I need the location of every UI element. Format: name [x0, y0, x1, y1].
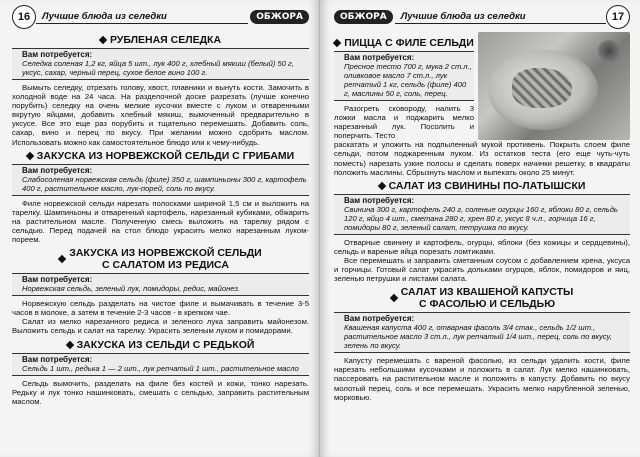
right-header [334, 6, 630, 28]
recipe-title-line: ПИЦЦА С ФИЛЕ СЕЛЬДИ [344, 37, 474, 49]
recipe-rublenaya [12, 34, 309, 147]
recipe-title [12, 34, 309, 46]
page-number: 16 [12, 5, 36, 29]
paragraph: Филе норвежской сельди нарезать полосками шириной 1,5 см и выложить на тарелку. Шампиньоны и отваренный картофель, нарезанный кубиками, обжарить на растительном масле. Полученную смесь выложить на тарелку рядом с сельдью. Перед подачей на стол блюдо украсить мелко нарезанным луком-пореем. [12, 198, 309, 245]
paragraph: Салат из мелко нарезанного редиса и зеленого лука заправить майонезом. Выложить сельдь и салат на тарелку. Украсить зеленым луком и помидорами. [12, 317, 309, 336]
recipe-title-line: САЛАТ ИЗ КВАШЕНОЙ КАПУСТЫ [400, 286, 574, 299]
left-header [12, 6, 309, 28]
recipe-latvian-salad [334, 180, 630, 283]
recipe-title [12, 339, 309, 351]
diamond-bullet-icon [389, 294, 397, 302]
recipe-pizza [334, 34, 630, 177]
ingredients-box [12, 273, 309, 296]
recipe-title [334, 37, 474, 49]
pizza-slice-shape [512, 68, 572, 108]
ingredients-text: Квашеная капуста 400 г, отварная фасоль 3/4 стак., сельдь 1/2 шт., растительное масло 3 ст.л., лук репчатый 1/4 шт., перец, соль по вкусу, зелень по вкусу. [344, 323, 612, 351]
recipe-title-line: ЗАКУСКА ИЗ НОРВЕЖСКОЙ СЕЛЬДИ [69, 247, 262, 260]
recipe-body [334, 104, 474, 140]
ingredients-label: Вам потребуется: [22, 165, 93, 175]
recipe-radish-herring [12, 339, 309, 406]
herb-shape [596, 40, 622, 62]
paragraph: Разогреть сковороду, налить 3 ложки масла и поджарить мелко нарезанный лук. Посолить и поперчить. Тесто [334, 104, 474, 141]
ingredients-box [334, 194, 630, 235]
recipe-body [12, 379, 309, 406]
diamond-bullet-icon [377, 182, 385, 190]
paragraph: Капусту перемешать с вареной фасолью, из сельди удалить кости, филе нарезать небольшими кусочками и положить в салат. Лук мелко нашинковать, пассеровать на растительном масле и положить в капусту. Добавить по вкусу молотый перец, соль и все перемешать. Украсить мелко нарубленной зеленью, морковью. [334, 356, 630, 402]
diamond-bullet-icon [99, 36, 107, 44]
ingredients-text: Селедка соленая 1,2 кг, яйца 5 шт., лук 400 г, хлебный мякиш (белый) 50 г, уксус, сахар, черный перец, сухое белое вино 100 г. [22, 59, 294, 77]
paragraph: Все перемешать и заправить сметанным соусом с добавлением хрена, уксуса и горчицы. Готовый салат украсить дольками огурцов, яблок, помидоров и яиц, зеленью петрушки и листами салата. [334, 255, 630, 284]
recipe-norway-mushrooms [12, 150, 309, 244]
ingredients-label: Вам потребуется: [22, 50, 93, 59]
page-number: 17 [606, 5, 630, 29]
ingredients-text: Слабосоленая норвежская сельдь (филе) 350 г, шампиньоны 300 г, картофель 400 г, растительное масло, лук-порей, соль по вкусу. [22, 174, 307, 193]
right-page [320, 0, 640, 457]
recipe-sauerkraut-salad [334, 286, 630, 401]
ingredients-text: Свинина 300 г, картофель 240 г, соленые огурцы 160 г, яблоки 80 г, сельдь 120 г, яйцо 4 шт., сметана 280 г, хрен 80 г, уксус 8 ч.л., горчица 16 г, помидоры 80 г, зеленый салат, петрушка по вкусу. [344, 204, 618, 232]
paragraph: раскатать и уложить на подпыленный мукой противень. Покрыть слоем филе сельди, потом поджаренным луком. Из остатков теста (его еще чуть-чуть поместь) нарезать узкие полосы и сделать поверх начинки решетку, в квадраты положить маслины. Сбрызнуть маслом и выпекать около 25 минут. [334, 140, 630, 177]
diamond-bullet-icon [58, 255, 66, 263]
ingredients-box [334, 312, 630, 353]
recipe-norway-radish [12, 247, 309, 335]
paragraph: Вымыть селедку, отрезать голову, хвост, плавники и вынуть кости. Замочить в холодной воде на 24 часа. На разделочной доске разрезать (лучше конечно порубить) селедку на очень мелкие кусочки вместе с луком и отваренными вкрутую яйцами, добавить хлебный мякиш, вымоченный предварительно в уксусе. Все это еще раз порубить и тщательно перемешать. Добавить соль, сахар, вино и перец по вкусу. При желании можно сдобрить маслом. Использовать можно как самостоятельное блюдо или к чему-нибудь. [12, 83, 309, 147]
recipe-title [12, 247, 309, 271]
recipe-body [12, 299, 309, 335]
recipe-title [334, 180, 630, 192]
paragraph: Сельдь вымочить, разделать на филе без костей и кожи, тонко нарезать. Редьку и лук тонко нашинковать, смешать с сельдью, заправить растительным маслом. [12, 378, 309, 406]
running-title: Лучшие блюда из селедки [395, 11, 606, 24]
ingredients-box [12, 164, 309, 196]
ingredients-label: Вам потребуется: [344, 53, 415, 62]
ingredients-label: Вам потребуется: [22, 354, 93, 364]
recipe-title [334, 286, 630, 310]
paragraph: Отварные свинину и картофель, огурцы, яблоки (без кожицы и сердцевины), сельдь и вареные яйца порезать ломтиками. [334, 237, 630, 256]
diamond-bullet-icon [26, 151, 34, 159]
diamond-bullet-icon [333, 39, 341, 47]
recipe-body [12, 83, 309, 147]
diamond-bullet-icon [65, 340, 73, 348]
ingredients-box [12, 353, 309, 376]
recipe-body [334, 356, 630, 401]
recipe-body [334, 238, 630, 283]
ingredients-label: Вам потребуется: [344, 195, 415, 205]
pizza-text-column [334, 34, 474, 140]
pizza-photo [478, 32, 630, 140]
ingredients-text: Сельдь 1 шт., редька 1 — 2 шт., лук репчатый 1 шт., растительное масло [22, 363, 299, 373]
logo: ОБЖОРА [334, 10, 393, 24]
recipe-title-line: С САЛАТОМ ИЗ РЕДИСА [102, 259, 229, 272]
ingredients-box [334, 51, 474, 101]
paragraph: Норвежскую сельдь разделать на чистое филе и вымачивать в течение 3-5 часов в молоке, а затем в течение 2-3 часов - в крепком чае. [12, 299, 309, 318]
recipe-title [12, 150, 309, 162]
recipe-title-line: ЗАКУСКА ИЗ СЕЛЬДИ С РЕДЬКОЙ [76, 338, 255, 351]
running-title: Лучшие блюда из селедки [36, 11, 248, 24]
ingredients-box [12, 48, 309, 80]
ingredients-text: Пресное тесто 700 г, мука 2 ст.л., оливковое масло 7 ст.л., лук репчатый 1 кг, сельдь (филе) 400 г, маслины 50 г, соль, перец. [344, 62, 472, 98]
recipe-title-line: САЛАТ ИЗ СВИНИНЫ ПО-ЛАТЫШСКИ [388, 179, 586, 192]
recipe-body-continued [334, 140, 630, 176]
ingredients-label: Вам потребуется: [22, 275, 93, 285]
recipe-title-line: ЗАКУСКА ИЗ НОРВЕЖСКОЙ СЕЛЬДИ С ГРИБАМИ [36, 149, 295, 162]
pizza-layout [334, 34, 630, 140]
recipe-title-line: С ФАСОЛЬЮ И СЕЛЬДЬЮ [418, 298, 556, 311]
ingredients-text: Норвежская сельдь, зеленый лук, помидоры, редис, майонез. [22, 284, 241, 294]
logo: ОБЖОРА [250, 10, 309, 24]
ingredients-label: Вам потребуется: [344, 314, 415, 324]
recipe-title-line: РУБЛЕНАЯ СЕЛЕДКА [109, 34, 222, 46]
recipe-body [12, 199, 309, 244]
